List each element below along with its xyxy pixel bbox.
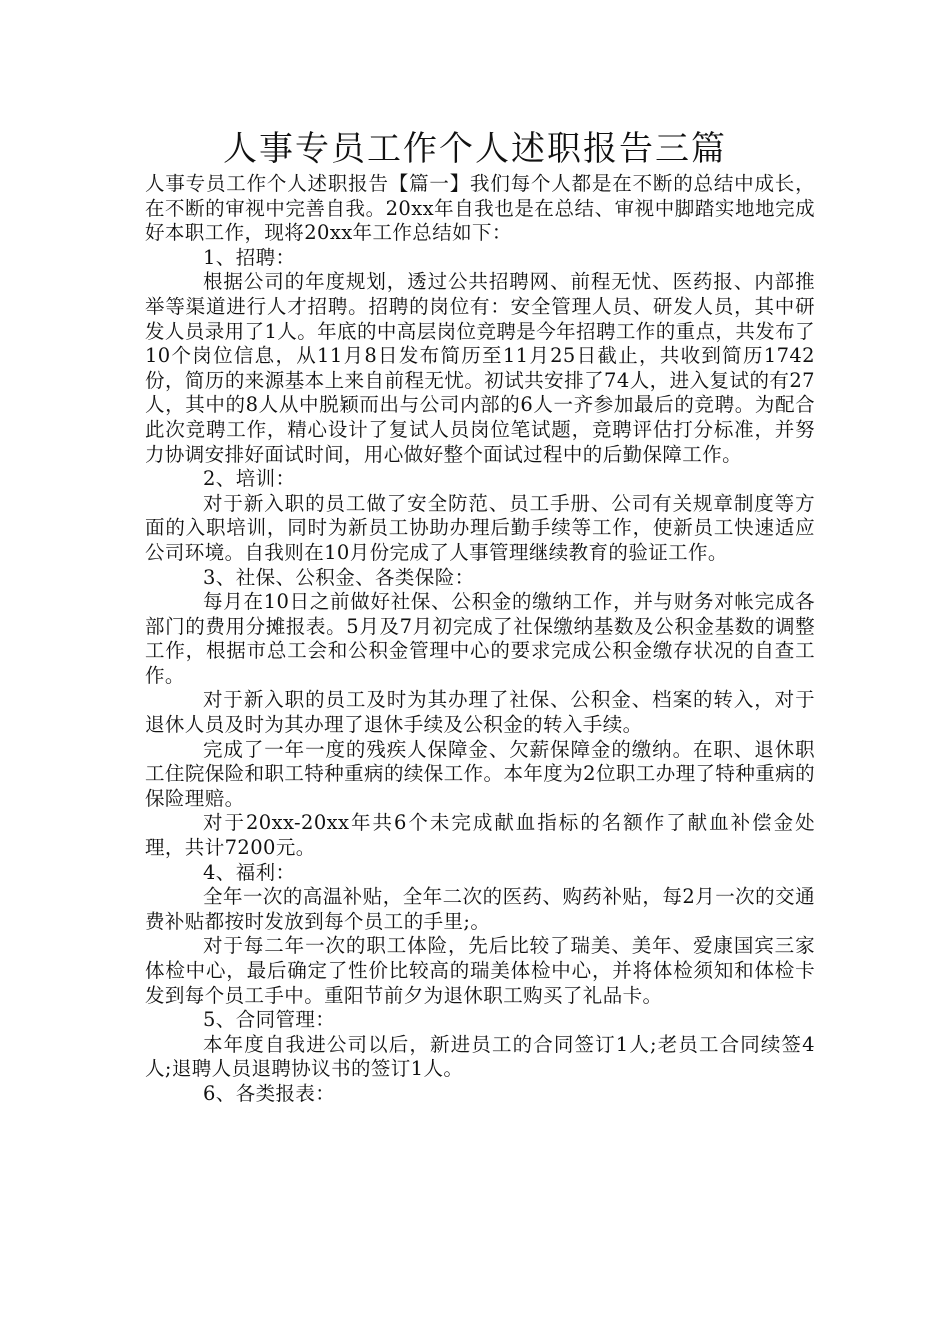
intro-paragraph: 人事专员工作个人述职报告【篇一】我们每个人都是在不断的总结中成长，在不断的审视中完善自我。20xx年自我也是在总结、审视中脚踏实地地完成好本职工作，现将20xx年工作总结如下： [145,172,815,245]
paragraph-welfare-1: 全年一次的高温补贴，全年二次的医药、购药补贴，每2月一次的交通费补贴都按时发放到每个员工的手里;。 [145,885,815,933]
paragraph-recruitment: 根据公司的年度规划，透过公共招聘网、前程无忧、医药报、内部推举等渠道进行人才招聘。招聘的岗位有：安全管理人员、研发人员，其中研发人员录用了1人。年底的中高层岗位竞聘是今年招聘工作的重点，共发布了10个岗位信息，从11月8日发布简历至11月25日截止，共收到简历1742份，简历的来源基本上来自前程无忧。初试共安排了74人，进入复试的有27人，其中的8人从中脱颖而出与公司内部的6人一齐参加最后的竞聘。为配合此次竞聘工作，精心设计了复试人员岗位笔试题，竞聘评估打分标准，并努力协调安排好面试时间，用心做好整个面试过程中的后勤保障工作。 [145,270,815,466]
paragraph-welfare-2: 对于每二年一次的职工体险，先后比较了瑞美、美年、爱康国宾三家体检中心，最后确定了性价比较高的瑞美体检中心，并将体检须知和体检卡发到每个员工手中。重阳节前夕为退休职工购买了礼品卡。 [145,934,815,1007]
paragraph-insurance-3: 完成了一年一度的残疾人保障金、欠薪保障金的缴纳。在职、退休职工住院保险和职工特种重病的续保工作。本年度为2位职工办理了特种重病的保险理赔。 [145,737,815,810]
paragraph-training: 对于新入职的员工做了安全防范、员工手册、公司有关规章制度等方面的入职培训，同时为新员工协助办理后勤手续等工作，使新员工快速适应公司环境。自我则在10月份完成了人事管理继续教育的验证工作。 [145,491,815,564]
section-heading-recruitment: 1、招聘： [203,245,296,269]
paragraph-insurance-4: 对于20xx-20xx年共6个未完成献血指标的名额作了献血补偿金处理，共计7200元。 [145,811,815,860]
paragraph-insurance-1: 每月在10日之前做好社保、公积金的缴纳工作，并与财务对帐完成各部门的费用分摊报表。5月及7月初完成了社保缴纳基数及公积金基数的调整工作，根据市总工会和公积金管理中心的要求完成公积金缴存状况的自查工作。 [145,590,815,687]
section-heading-reports: 6、各类报表： [203,1081,336,1105]
document-body [145,172,815,1107]
paragraph-contracts: 本年度自我进公司以后，新进员工的合同签订1人;老员工合同续签4人;退聘人员退聘协议书的签订1人。 [145,1032,815,1081]
section-heading-welfare: 4、福利： [203,860,296,884]
paragraph-insurance-2: 对于新入职的员工及时为其办理了社保、公积金、档案的转入，对于退休人员及时为其办理了退休手续及公积金的转入手续。 [145,688,815,737]
section-heading-contracts: 5、合同管理： [203,1008,336,1032]
section-heading-insurance: 3、社保、公积金、各类保险： [203,565,475,589]
document-title: 人事专员工作个人述职报告三篇 [223,129,727,169]
section-heading-training: 2、培训： [203,467,296,491]
